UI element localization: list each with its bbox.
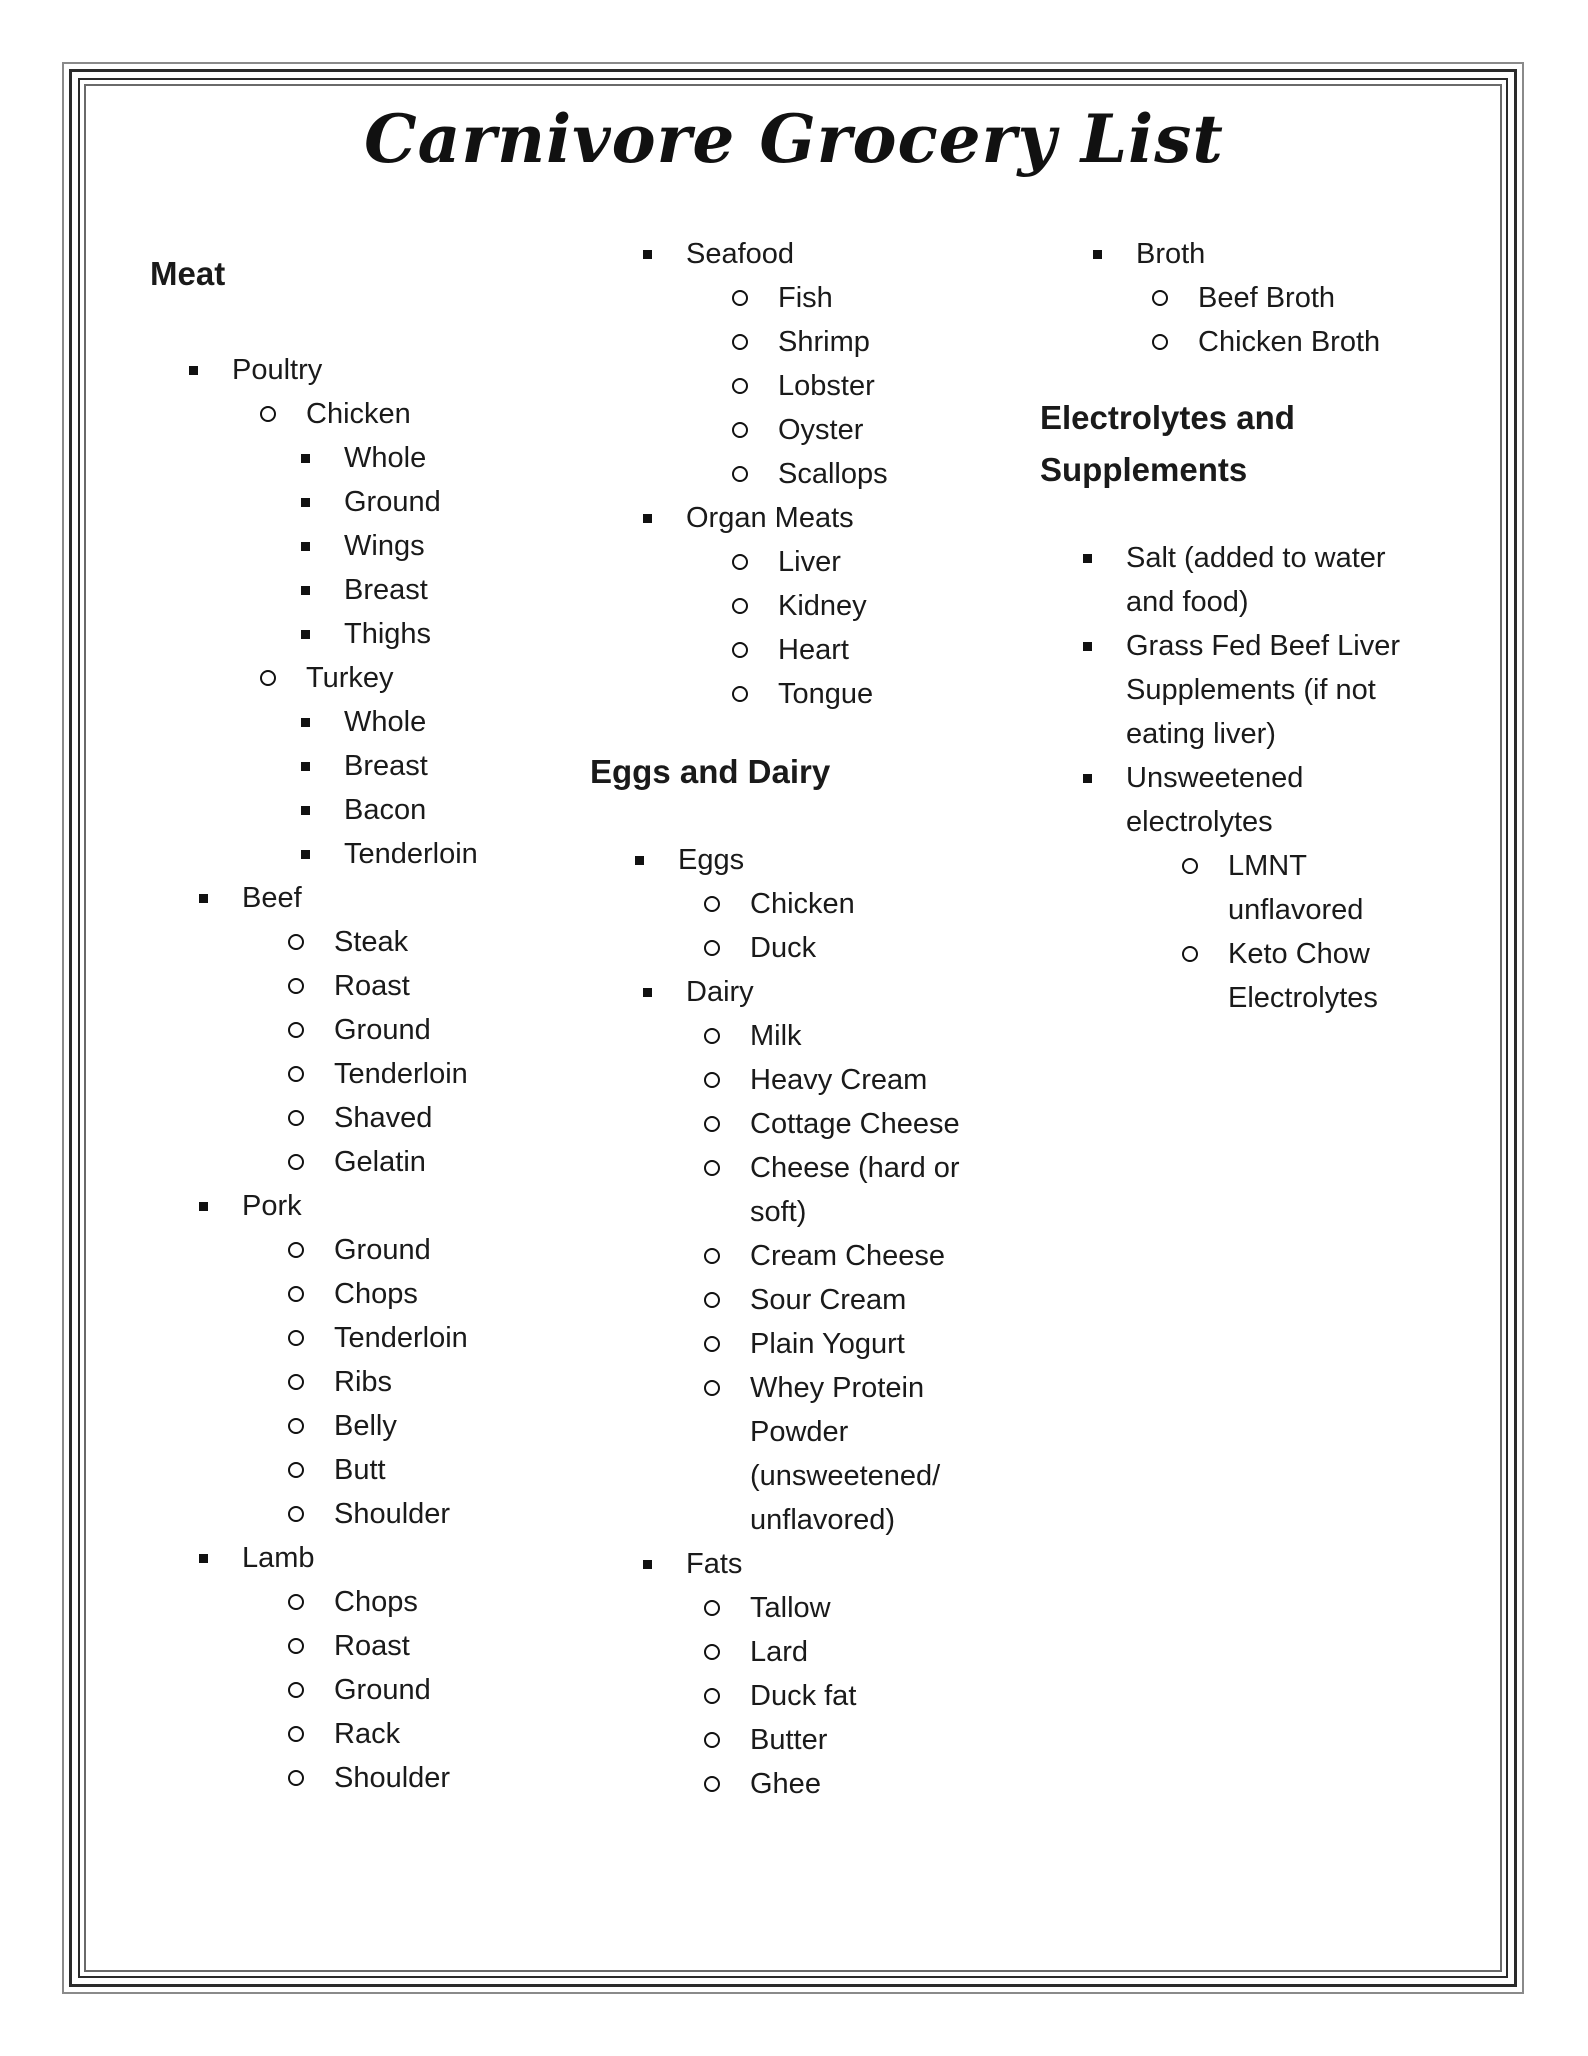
item-label: Heart <box>778 634 849 666</box>
seafood-sub-item <box>590 320 1040 364</box>
square-bullet-icon <box>300 436 310 480</box>
square-bullet-icon <box>300 612 310 656</box>
circle-bullet-icon <box>288 1668 304 1712</box>
lamb-item <box>150 1536 590 1580</box>
item-label: Tallow <box>750 1592 831 1624</box>
item-label: unflavored) <box>750 1504 896 1536</box>
item-label: Breast <box>344 574 428 606</box>
beef-sub-item <box>150 1096 590 1140</box>
square-bullet-icon <box>642 232 652 276</box>
circle-bullet-icon <box>704 1146 720 1190</box>
circle-bullet-icon <box>260 656 276 700</box>
unsweetened-item-cont <box>1040 800 1480 844</box>
item-label: Whole <box>344 442 427 474</box>
item-label: Salt (added to water <box>1126 542 1386 574</box>
item-label: Ground <box>334 1234 431 1266</box>
pork-item <box>150 1184 590 1228</box>
item-label: LMNT <box>1228 850 1307 882</box>
fats-sub-item <box>590 1718 1040 1762</box>
item-label: Beef Broth <box>1198 282 1336 314</box>
item-label: Unsweetened <box>1126 762 1304 794</box>
lmnt-item <box>1040 844 1480 888</box>
organ-sub-item <box>590 540 1040 584</box>
circle-bullet-icon <box>288 1756 304 1800</box>
fats-item <box>590 1542 1040 1586</box>
organ-sub-item <box>590 628 1040 672</box>
item-label: Ground <box>334 1014 431 1046</box>
unsweetened-item <box>1040 756 1480 800</box>
circle-bullet-icon <box>732 672 748 716</box>
item-label: Tenderloin <box>334 1322 468 1354</box>
dairy-sub-item <box>590 1322 1040 1366</box>
organ-meats-item <box>590 496 1040 540</box>
item-label: Supplements (if not <box>1126 674 1376 706</box>
dairy-sub-item <box>590 1234 1040 1278</box>
square-bullet-icon <box>300 480 310 524</box>
meat-heading: Meat <box>150 255 226 292</box>
circle-bullet-icon <box>288 1492 304 1536</box>
fats-sub-item <box>590 1630 1040 1674</box>
circle-bullet-icon <box>288 1404 304 1448</box>
circle-bullet-icon <box>704 1630 720 1674</box>
item-label: Electrolytes <box>1228 982 1378 1014</box>
beef-item <box>150 876 590 920</box>
page-title: Carnivore Grocery List <box>364 100 1224 178</box>
item-label: Rack <box>334 1718 401 1750</box>
item-label: Ribs <box>334 1366 393 1398</box>
pork-sub-item <box>150 1316 590 1360</box>
item-label: Grass Fed Beef Liver <box>1126 630 1400 662</box>
item-label: Gelatin <box>334 1146 426 1178</box>
item-label: Roast <box>334 1630 410 1662</box>
circle-bullet-icon <box>704 1058 720 1102</box>
dairy-sub-item <box>590 1014 1040 1058</box>
seafood-item <box>590 232 1040 276</box>
circle-bullet-icon <box>1152 320 1168 364</box>
organ-sub-item <box>590 584 1040 628</box>
eggs-item <box>590 838 1040 882</box>
circle-bullet-icon <box>1182 932 1198 976</box>
circle-bullet-icon <box>288 1316 304 1360</box>
lmnt-item-cont <box>1040 888 1480 932</box>
item-label: (unsweetened/ <box>750 1460 941 1492</box>
chicken-sub-item <box>150 568 590 612</box>
item-label: Tongue <box>778 678 874 710</box>
lamb-sub-item <box>150 1712 590 1756</box>
dairy-sub-item <box>590 1102 1040 1146</box>
item-label: electrolytes <box>1126 806 1273 838</box>
fats-sub-item <box>590 1674 1040 1718</box>
item-label: Lamb <box>242 1542 315 1574</box>
turkey-sub-item <box>150 788 590 832</box>
square-bullet-icon <box>634 838 644 882</box>
item-label: Plain Yogurt <box>750 1328 905 1360</box>
circle-bullet-icon <box>704 1102 720 1146</box>
item-label: Duck <box>750 932 817 964</box>
organ-sub-item <box>590 672 1040 716</box>
circle-bullet-icon <box>704 1718 720 1762</box>
circle-bullet-icon <box>732 320 748 364</box>
circle-bullet-icon <box>704 1014 720 1058</box>
item-label: Cream Cheese <box>750 1240 946 1272</box>
item-label: Chicken <box>750 888 855 920</box>
electrolytes-heading: Electrolytes and <box>1040 399 1295 436</box>
pork-sub-item <box>150 1448 590 1492</box>
item-label: Dairy <box>686 976 754 1008</box>
chicken-sub-item <box>150 612 590 656</box>
item-label: Sour Cream <box>750 1284 907 1316</box>
square-bullet-icon <box>300 832 310 876</box>
square-bullet-icon <box>1082 756 1092 800</box>
beef-sub-item <box>150 964 590 1008</box>
dairy-sub-item <box>590 1366 1040 1410</box>
item-label: Milk <box>750 1020 802 1052</box>
item-label: unflavored <box>1228 894 1364 926</box>
square-bullet-icon <box>198 876 208 920</box>
turkey-item <box>150 656 590 700</box>
circle-bullet-icon <box>704 1762 720 1806</box>
circle-bullet-icon <box>1152 276 1168 320</box>
square-bullet-icon <box>198 1184 208 1228</box>
square-bullet-icon <box>1092 232 1102 276</box>
seafood-sub-item <box>590 364 1040 408</box>
item-label: Wings <box>344 530 425 562</box>
circle-bullet-icon <box>732 364 748 408</box>
dairy-sub-item <box>590 1410 1040 1454</box>
item-label: Fish <box>778 282 833 314</box>
item-label: Shoulder <box>334 1498 451 1530</box>
poultry-item <box>150 348 590 392</box>
circle-bullet-icon <box>288 1448 304 1492</box>
item-label: Chicken Broth <box>1198 326 1381 358</box>
circle-bullet-icon <box>288 1008 304 1052</box>
liver-item-cont <box>1040 668 1480 712</box>
dairy-sub-item <box>590 1498 1040 1542</box>
broth-electrolytes-column <box>1040 232 1480 1020</box>
item-label: Whey Protein <box>750 1372 925 1404</box>
item-label: Steak <box>334 926 409 958</box>
fats-sub-item <box>590 1762 1040 1806</box>
lamb-sub-item <box>150 1668 590 1712</box>
circle-bullet-icon <box>288 1272 304 1316</box>
circle-bullet-icon <box>288 1580 304 1624</box>
pork-sub-item <box>150 1228 590 1272</box>
turkey-sub-item <box>150 744 590 788</box>
lamb-sub-item <box>150 1756 590 1800</box>
beef-sub-item <box>150 1008 590 1052</box>
pork-sub-item <box>150 1492 590 1536</box>
circle-bullet-icon <box>732 452 748 496</box>
salt-item <box>1040 536 1480 580</box>
item-label: Chops <box>334 1278 418 1310</box>
meat-column <box>150 248 590 1800</box>
square-bullet-icon <box>188 348 198 392</box>
item-label: Beef <box>242 882 302 914</box>
item-label: Shaved <box>334 1102 433 1134</box>
broth-sub-item <box>1040 276 1480 320</box>
dairy-item <box>590 970 1040 1014</box>
pork-sub-item <box>150 1360 590 1404</box>
circle-bullet-icon <box>704 1278 720 1322</box>
beef-sub-item <box>150 1052 590 1096</box>
item-label: Oyster <box>778 414 864 446</box>
item-label: Tenderloin <box>344 838 478 870</box>
circle-bullet-icon <box>288 1228 304 1272</box>
item-label: Broth <box>1136 238 1206 270</box>
square-bullet-icon <box>1082 624 1092 668</box>
square-bullet-icon <box>1082 536 1092 580</box>
circle-bullet-icon <box>704 1322 720 1366</box>
chicken-item <box>150 392 590 436</box>
item-label: Poultry <box>232 354 323 386</box>
eggs-sub-item <box>590 926 1040 970</box>
circle-bullet-icon <box>288 1712 304 1756</box>
item-label: Fats <box>686 1548 743 1580</box>
beef-sub-item <box>150 920 590 964</box>
beef-sub-item <box>150 1140 590 1184</box>
keto-item-cont <box>1040 976 1480 1020</box>
pork-sub-item <box>150 1404 590 1448</box>
item-label: Seafood <box>686 238 795 270</box>
square-bullet-icon <box>300 524 310 568</box>
item-label: Pork <box>242 1190 302 1222</box>
lamb-sub-item <box>150 1624 590 1668</box>
circle-bullet-icon <box>704 1234 720 1278</box>
dairy-sub-item <box>590 1146 1040 1190</box>
item-label: Ghee <box>750 1768 821 1800</box>
circle-bullet-icon <box>732 584 748 628</box>
square-bullet-icon <box>300 788 310 832</box>
item-label: Cottage Cheese <box>750 1108 960 1140</box>
fats-sub-item <box>590 1586 1040 1630</box>
item-label: Turkey <box>306 662 394 694</box>
chicken-sub-item <box>150 524 590 568</box>
item-label: Eggs <box>678 844 745 876</box>
item-label: Cheese (hard or <box>750 1152 960 1184</box>
chicken-sub-item <box>150 436 590 480</box>
item-label: Shoulder <box>334 1762 451 1794</box>
pork-sub-item <box>150 1272 590 1316</box>
item-label: Lobster <box>778 370 875 402</box>
item-label: Roast <box>334 970 410 1002</box>
item-label: soft) <box>750 1196 807 1228</box>
dairy-sub-item <box>590 1058 1040 1102</box>
item-label: Kidney <box>778 590 867 622</box>
circle-bullet-icon <box>704 1366 720 1410</box>
chicken-sub-item <box>150 480 590 524</box>
turkey-sub-item <box>150 832 590 876</box>
dairy-sub-item <box>590 1454 1040 1498</box>
square-bullet-icon <box>300 744 310 788</box>
seafood-dairy-column <box>590 232 1040 1806</box>
item-label: Thighs <box>344 618 432 650</box>
item-label: Lard <box>750 1636 809 1668</box>
circle-bullet-icon <box>288 1624 304 1668</box>
item-label: eating liver) <box>1126 718 1276 750</box>
dairy-sub-item <box>590 1278 1040 1322</box>
circle-bullet-icon <box>288 920 304 964</box>
square-bullet-icon <box>642 496 652 540</box>
eggs-sub-item <box>590 882 1040 926</box>
item-label: Breast <box>344 750 428 782</box>
supplements-heading: Supplements <box>1040 451 1248 488</box>
liver-item <box>1040 624 1480 668</box>
circle-bullet-icon <box>704 882 720 926</box>
item-label: Scallops <box>778 458 888 490</box>
square-bullet-icon <box>300 568 310 612</box>
item-label: Ground <box>344 486 441 518</box>
liver-item-cont <box>1040 712 1480 756</box>
keto-item <box>1040 932 1480 976</box>
seafood-sub-item <box>590 408 1040 452</box>
square-bullet-icon <box>642 1542 652 1586</box>
item-label: Whole <box>344 706 427 738</box>
square-bullet-icon <box>300 700 310 744</box>
eggs-dairy-heading: Eggs and Dairy <box>590 753 831 790</box>
salt-item-cont <box>1040 580 1480 624</box>
item-label: Ground <box>334 1674 431 1706</box>
circle-bullet-icon <box>704 926 720 970</box>
circle-bullet-icon <box>732 408 748 452</box>
circle-bullet-icon <box>704 1674 720 1718</box>
circle-bullet-icon <box>288 1052 304 1096</box>
circle-bullet-icon <box>288 1360 304 1404</box>
item-label: Bacon <box>344 794 427 826</box>
circle-bullet-icon <box>288 1140 304 1184</box>
item-label: Heavy Cream <box>750 1064 928 1096</box>
turkey-sub-item <box>150 700 590 744</box>
lamb-sub-item <box>150 1580 590 1624</box>
square-bullet-icon <box>642 970 652 1014</box>
item-label: Organ Meats <box>686 502 854 534</box>
item-label: Chicken <box>306 398 411 430</box>
broth-sub-item <box>1040 320 1480 364</box>
item-label: Duck fat <box>750 1680 857 1712</box>
circle-bullet-icon <box>288 964 304 1008</box>
item-label: Tenderloin <box>334 1058 468 1090</box>
item-label: Butter <box>750 1724 828 1756</box>
item-label: Butt <box>334 1454 386 1486</box>
circle-bullet-icon <box>732 540 748 584</box>
seafood-sub-item <box>590 452 1040 496</box>
circle-bullet-icon <box>732 276 748 320</box>
circle-bullet-icon <box>704 1586 720 1630</box>
circle-bullet-icon <box>732 628 748 672</box>
dairy-sub-item <box>590 1190 1040 1234</box>
circle-bullet-icon <box>288 1096 304 1140</box>
circle-bullet-icon <box>1182 844 1198 888</box>
item-label: and food) <box>1126 586 1249 618</box>
seafood-sub-item <box>590 276 1040 320</box>
item-label: Powder <box>750 1416 849 1448</box>
square-bullet-icon <box>198 1536 208 1580</box>
item-label: Liver <box>778 546 841 578</box>
broth-item <box>1040 232 1480 276</box>
circle-bullet-icon <box>260 392 276 436</box>
item-label: Belly <box>334 1410 397 1442</box>
item-label: Keto Chow <box>1228 938 1370 970</box>
item-label: Shrimp <box>778 326 870 358</box>
item-label: Chops <box>334 1586 418 1618</box>
